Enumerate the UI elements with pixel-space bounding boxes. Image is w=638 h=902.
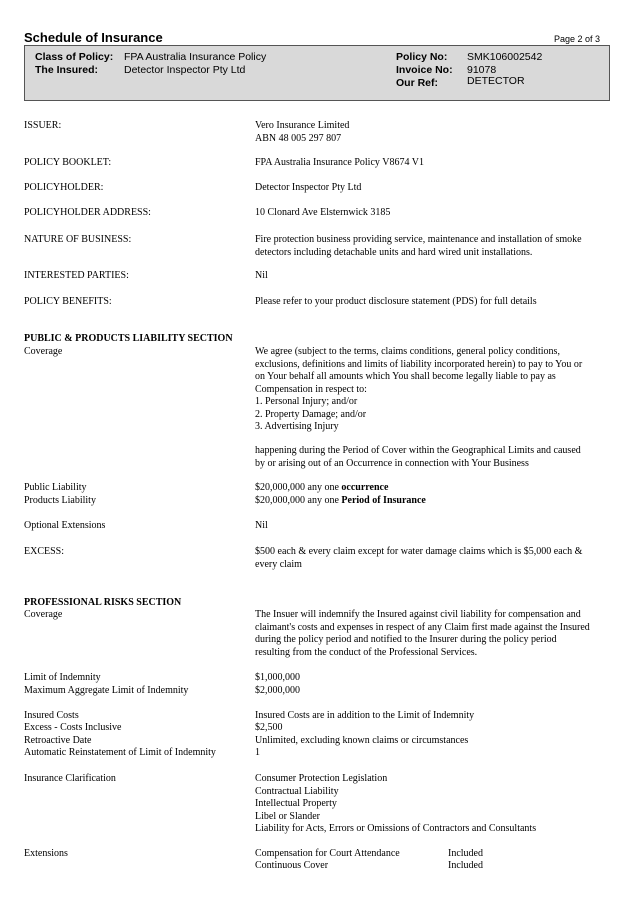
products-liability-amount: $20,000,000 any one — [255, 495, 339, 506]
coverage-line: 1. Personal Injury; and/or — [255, 396, 358, 407]
reinstatement-label: Automatic Reinstatement of Limit of Indemnity — [24, 747, 216, 758]
nature-of-business-label: NATURE OF BUSINESS: — [24, 234, 132, 245]
coverage-line: resulting from the conduct of the Professional Services. — [255, 646, 478, 658]
coverage-line: The Insuer will indemnify the Insured against civil liability for compensation and — [255, 609, 581, 620]
policy-benefits-value: Please refer to your product disclosure statement (PDS) for full details — [255, 296, 537, 307]
interested-parties-label: INTERESTED PARTIES: — [24, 270, 129, 281]
our-ref-value: DETECTOR — [467, 75, 525, 87]
document-title: Schedule of Insurance — [24, 30, 163, 45]
extension-status: Included — [448, 860, 483, 871]
public-coverage-text — [255, 346, 615, 434]
class-of-policy-label: Class of Policy: — [35, 51, 114, 63]
clarification-item: Liability for Acts, Errors or Omissions of Contractors and Consultants — [255, 823, 537, 834]
optional-extensions-label: Optional Extensions — [24, 520, 106, 531]
extension-status: Included — [448, 848, 483, 859]
policy-booklet-label: POLICY BOOKLET: — [24, 157, 112, 168]
coverage-line: claimant's costs and expenses in respect of any Claim first made against the Insured — [255, 621, 590, 633]
interested-parties-value: Nil — [255, 270, 268, 281]
excess-line: $500 each & every claim except for water damage claims which is $5,000 each & — [255, 546, 583, 557]
policyholder-address-label: POLICYHOLDER ADDRESS: — [24, 207, 151, 218]
products-liability-basis: Period of Insurance — [341, 495, 426, 506]
extension-name: Compensation for Court Attendance — [255, 848, 400, 859]
happening-line: by or arising out of an Occurrence in connection with Your Business — [255, 457, 529, 469]
insured-value: Detector Inspector Pty Ltd — [124, 64, 246, 76]
public-liability-label: Public Liability — [24, 482, 87, 493]
products-liability-label: Products Liability — [24, 495, 96, 506]
insured-costs-value: Insured Costs are in addition to the Limit of Indemnity — [255, 710, 475, 721]
coverage-line: We agree (subject to the terms, claims conditions, general policy conditions, — [255, 346, 560, 357]
policyholder-label: POLICYHOLDER: — [24, 182, 104, 193]
invoice-no-value: 91078 — [467, 64, 497, 76]
products-liability-value — [255, 495, 615, 508]
coverage-line: Compensation in respect to: — [255, 383, 367, 395]
class-of-policy-value: FPA Australia Insurance Policy — [124, 51, 267, 63]
policy-no-label: Policy No: — [396, 51, 448, 63]
clarification-item: Intellectual Property — [255, 798, 337, 809]
nature-of-business-value — [255, 234, 615, 259]
excess-value — [255, 546, 615, 571]
max-aggregate-label: Maximum Aggregate Limit of Indemnity — [24, 685, 189, 696]
public-liability-heading: PUBLIC & PRODUCTS LIABILITY SECTION — [24, 333, 233, 344]
happening-line: happening during the Period of Cover within the Geographical Limits and caused — [255, 445, 581, 456]
excess-label: EXCESS: — [24, 546, 65, 557]
coverage-line: during the policy period and notified to the Insurer during the policy period — [255, 634, 557, 645]
public-coverage-label: Coverage — [24, 346, 63, 357]
limit-of-indemnity-label: Limit of Indemnity — [24, 672, 101, 683]
happening-text — [255, 445, 615, 470]
coverage-line: exclusions, definitions and limits of liability incorporated herein) to pay to You or — [255, 358, 583, 370]
policy-info-box — [24, 45, 610, 101]
retroactive-date-label: Retroactive Date — [24, 735, 92, 746]
max-aggregate-value: $2,000,000 — [255, 685, 300, 696]
clarification-item: Consumer Protection Legislation — [255, 773, 388, 784]
reinstatement-value: 1 — [255, 747, 260, 758]
issuer-abn: ABN 48 005 297 807 — [255, 132, 342, 144]
clarification-item: Contractual Liability — [255, 785, 339, 797]
issuer-label: ISSUER: — [24, 120, 62, 131]
policyholder-address-value: 10 Clonard Ave Elsternwick 3185 — [255, 207, 391, 218]
policy-no-value: SMK106002542 — [467, 51, 543, 63]
insurance-clarification-list — [255, 773, 615, 836]
coverage-line: on Your behalf all amounts which You shall become legally liable to pay as — [255, 371, 556, 382]
coverage-line: 3. Advertising Injury — [255, 421, 339, 432]
extension-name: Continuous Cover — [255, 860, 329, 871]
invoice-no-label: Invoice No: — [396, 64, 453, 76]
issuer-name: Vero Insurance Limited — [255, 120, 350, 131]
professional-coverage-label: Coverage — [24, 609, 63, 620]
optional-extensions-value: Nil — [255, 520, 268, 531]
nature-line: Fire protection business providing service, maintenance and installation of smoke — [255, 234, 582, 245]
coverage-line: 2. Property Damage; and/or — [255, 408, 367, 420]
clarification-item: Libel or Slander — [255, 810, 320, 822]
page-number: Page 2 of 3 — [553, 34, 600, 44]
policy-booklet-value: FPA Australia Insurance Policy V8674 V1 — [255, 157, 424, 168]
insured-costs-label: Insured Costs — [24, 710, 79, 721]
our-ref-label: Our Ref: — [396, 77, 438, 89]
professional-coverage-text — [255, 609, 615, 659]
policy-benefits-label: POLICY BENEFITS: — [24, 296, 112, 307]
public-liability-value — [255, 482, 615, 495]
extensions-label: Extensions — [24, 848, 68, 859]
insurance-clarification-label: Insurance Clarification — [24, 773, 116, 784]
issuer-value — [255, 120, 615, 145]
excess-costs-value: $2,500 — [255, 722, 283, 733]
nature-line: detectors including detachable units and hard wired unit installations. — [255, 246, 533, 258]
retroactive-date-value: Unlimited, excluding known claims or circumstances — [255, 735, 469, 746]
excess-costs-label: Excess - Costs Inclusive — [24, 722, 122, 733]
policyholder-value: Detector Inspector Pty Ltd — [255, 182, 362, 193]
professional-risks-heading: PROFESSIONAL RISKS SECTION — [24, 597, 182, 608]
limit-of-indemnity-value: $1,000,000 — [255, 672, 300, 683]
insured-label: The Insured: — [35, 64, 99, 76]
public-liability-basis: occurrence — [341, 482, 389, 493]
excess-line: every claim — [255, 558, 302, 570]
public-liability-amount: $20,000,000 any one — [255, 482, 339, 493]
